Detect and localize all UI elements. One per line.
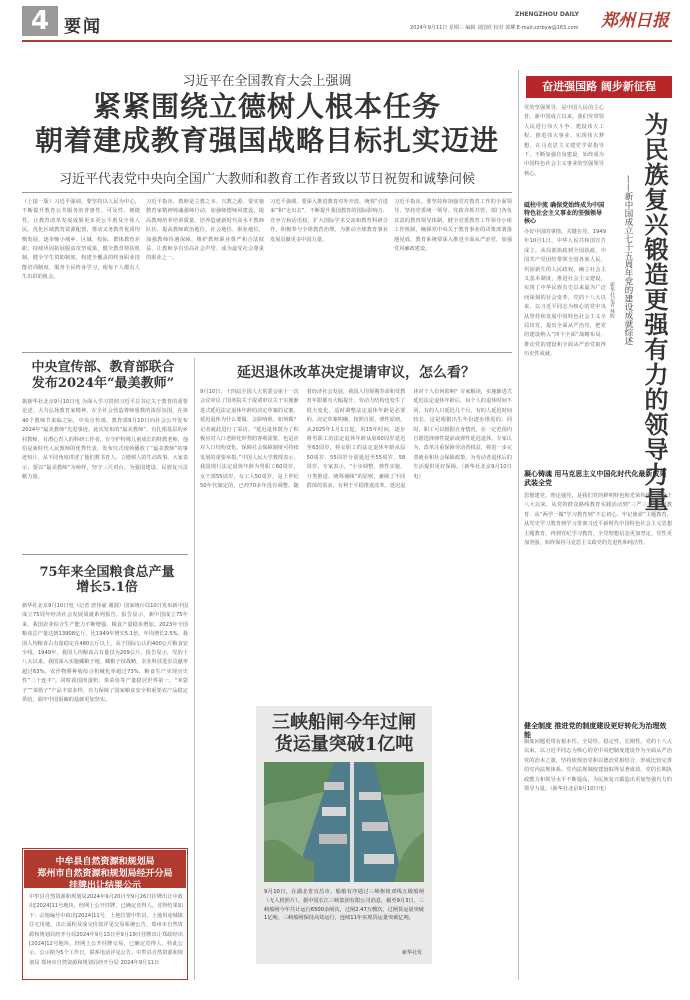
lead-headline	[22, 90, 512, 158]
lead-column-3: 习近平强调，要深入推进教育对外开放，统筹“引进来”和“走出去”，不断提升我国教育的国际影响力、竞争力和话语权，扩大国际学术交流和教育科研合作，积极参与全球教育治理，为推动全球教育事业发展贡献更多中国力量。	[270, 199, 388, 243]
photo-title	[264, 712, 424, 756]
lead-column-4: 习近平指出，要坚持和加强党对教育工作的全面领导，坚持党委统一领导、党政齐抓共管、部门各负其责的教育领导体制，健全党委教育工作领导小组工作机制，确保党中央关于教育事业的决策部署落地见效。教育系统要深入推进全面从严治党，加强党风廉政建设。	[394, 199, 512, 253]
photo-title-line-1: 三峡船闸今年过闸	[272, 712, 416, 733]
teacher-award-rule	[22, 554, 188, 555]
teacher-award-title-line-1: 中央宣传部、教育部联合	[31, 360, 175, 375]
ship-lock-photo-feature	[256, 706, 432, 964]
land-transfer-notice	[22, 848, 188, 980]
feature-vertical-title: 为民族复兴锻造更强有力的领导力量	[640, 112, 669, 512]
feature-text-1: 办好中国的事情，关键在党。1949年10月1日，中华人民共和国宣告成立。从局部执政到全国执政，中国共产党团结带领全国各族人民，巩固新生的人民政权，确立社会主义基本制度，推进社会主义建设，实现了中华民族有史以来最为广泛而深刻的社会变革。党的十八大以来，以习近平同志为核心的党中央从坚持和发展中国特色社会主义全局出发，提出全面从严治党，把党的建设纳入“四个全面”战略布局，推动党的建设和全面从严治党取得历史性成就。	[524, 229, 606, 358]
photo-caption: 9月10日，在湖北省宜昌市，船舶有序通过三峡枢纽双线五级船闸（无人机照片）。据中国长江三峡集团有限公司消息，截至9月3日，三峡船闸今年共计运行6500余闸次，过闸2.47万艘次，过闸货运量突破1亿吨。三峡船闸保持高效运行，连续11年实现货运量突破亿吨。	[264, 889, 424, 922]
feature-byline: 新华社记者 林晖	[609, 282, 615, 319]
lead-bottom-rule	[22, 352, 512, 353]
feature-subheading-1: 砥柱中流 确保党始终成为中国特色社会主义事业的坚强领导核心	[524, 202, 605, 225]
photo-credit: 新华社发	[401, 950, 422, 956]
grain-title-line-1: 75年来全国粮食总产量	[39, 565, 175, 580]
right-column-separator	[518, 70, 519, 980]
notice-title-line-1: 中牟县自然资源和规划局	[55, 857, 155, 867]
column-separator-left	[194, 358, 195, 980]
lead-headline-line-2: 朝着建成教育强国战略目标扎实迈进	[34, 124, 499, 157]
page-number: 4	[22, 6, 58, 36]
section-name: 要闻	[64, 17, 102, 37]
grain-body: 新华社北京9月10日电（记者 唐伟豪 谢圆）国家统计局10日发布新中国成立75周年经济社会发展成就系列报告。报告显示，新中国成立75年来，我国农业综合生产能力不断增强，粮食产量稳步增加。2023年全国粮食总产量达到13908亿斤，比1949年增长5.1倍，年均增长2.5%。我国人均粮食占有量稳定在480公斤以上，高于国际公认的400公斤粮食安全线。1949年，我国人均粮食占有量仅为209公斤。报告显示，党的十八大以来，我国深入实施藏粮于地、藏粮于技战略，农业科技进步贡献率超过63%，农作物耕种收综合机械化率超过73%，粮食生产实现历史性“二十连丰”。同时我国肉蛋奶、果菜鱼等产量稳居世界第一，“米袋子”“菜篮子”产品丰富多样，有力保障了国家粮食安全和重要农产品稳定供给，端牢中国饭碗的基础更加坚实。	[22, 603, 188, 704]
retirement-body: 9月10日，十四届全国人大常委会第十一次会议审议了国务院关于提请审议关于实施渐进式延迟法定退休年龄的决定草案的议案。延迟退休为什么要做、会影响谁、如何做？记者就此进行了采访。“延迟退休既为了积极应对人口老龄化形势的客观需要，也是应对人口结构变化、保障社会保障制度可持续发展的重要举措。”中国人民大学教授表示。我国现行法定退休年龄为男职工60周岁，女干部55周岁，女工人50周岁，是上世纪50年代制定的，已经70多年没有调整。随着经济社会发展，我国人均预期寿命和受教育年限都有大幅提升，劳动力结构也发生了很大变化，适时调整法定退休年龄是必要的。决定草案明确，按照自愿、弹性原则，从2025年1月1日起，用15年时间，逐步将男职工的法定退休年龄从原60周岁延迟至63周岁，将女职工的法定退休年龄从原50周岁、55周岁分别延迟至55周岁、58周岁。专家表示，“小步调整、弹性实施、分类推进、统筹兼顾”的原则，兼顾了不同群体的需求，有利于平稳推进改革。延迟退休对个人有何影响？专家解读，实施渐进式延迟法定退休年龄后，每个人的退休时间不同，有的人只延迟几个月，有的人延迟时间较长，这是根据出生年份逐步推进的。同时，职工可以根据自身情况，在一定范围内自愿选择弹性提前或弹性延迟退休。专家认为，改革注重保障劳动者权益，将进一步完善就业和社会保障政策，为劳动者退休后的生活提供更好保障。（新华社北京9月10日电）	[200, 389, 512, 490]
svg-text:郑州日报: 郑州日报	[601, 11, 669, 31]
photo-title-line-2: 货运量突破1亿吨	[274, 734, 414, 755]
grain-title	[26, 565, 188, 595]
retirement-title: 延迟退休改革决定提请审议，怎么看？	[237, 365, 475, 381]
paper-logo	[595, 5, 675, 33]
feature-subheading-3: 健全制度 推进党的制度建设更好转化为治理效能	[524, 722, 667, 739]
paper-english-name: ZHENGZHOU DAILY	[515, 11, 579, 18]
notice-title-line-2: 郑州市自然资源和规划局经开分局	[37, 869, 173, 879]
notice-title	[24, 850, 186, 891]
grain-title-line-2: 增长5.1倍	[76, 580, 138, 595]
feature-lead-text: 党的坚强领导，是中国人民的主心骨。新中国成立以来，我们党带领人民进行伟大斗争、建设伟大工程、推进伟大事业、实现伟大梦想，在马克思主义建党学说指导下，不断加强自身建设，始终成为中国特色社会主义事业的坚强领导核心。	[524, 105, 604, 177]
notice-body: 中牟县自然资源和规划局2024年9月20日至9月26日挂牌出让中政出[2024]11号地块，经网上公开挂牌，已确定竞得人。竞得结果如下：宗地编号中政出[2024]11号，土地位置中牟县，土地用途城镇住宅用地，出让面积及成交价款详见交易系统公告。郑州市自然资源和规划局经开分局2024年9月13日至9月19日挂牌出让郑政经出[2024]12号地块，经网上公开挂牌交易，已确定竞得人。特此公示。公示期为5个工作日，联系电话详见公告。中牟县自然资源和规划局 郑州市自然资源和规划局经开分局 2024年9月11日	[29, 894, 183, 966]
feature-text-2: 思想建党、理论强党，是我们党的鲜明特色和光荣传统。党的十八大以来，从党的群众路线教育实践活动到“三严三实”专题教育，从“两学一做”学习教育到“不忘初心、牢记使命”主题教育，从党史学习教育到学习贯彻习近平新时代中国特色社会主义思想主题教育，再到党纪学习教育，全党理想信念更加坚定、党性更加坚强，始终保持马克思主义政党的先进性和纯洁性。	[524, 493, 672, 547]
teacher-award-title	[22, 360, 184, 392]
lead-column-2: 习近平指出，教师是立教之本、兴教之源。要实施教育家精神铸魂强师行动，加强师德师风建设，提高教师培养培训质量，培养造就新时代高水平教师队伍。提高教师政治地位、社会地位、职业地位，加强教师待遇保障，维护教师职业尊严和合法权益，让教师享有崇高社会声望、成为最受社会尊重的职业之一。	[146, 199, 264, 262]
lead-column-1: （上接一版）习近平强调，要坚持以人民为中心，不断提升教育公共服务的普惠性、可及性、便捷性，让教育改革发展成果更多更公平惠及全体人民。优化区域教育资源配置，推动义务教育优质均衡发展，逐步缩小城乡、区域、校际、群体教育差距。持续巩固拓展脱贫攻坚成果，健全教育帮扶机制。健全学生资助制度，构建全覆盖的终身职业技能培训制度，服务全民终身学习，使每个人都有人生出彩的机会。	[22, 199, 140, 281]
lead-subhead: 习近平代表党中央向全国广大教师和教育工作者致以节日祝贺和诚挚问候	[58, 172, 475, 187]
ship-lock-photo	[264, 762, 424, 882]
teacher-award-title-line-2: 发布2024年“最美教师”	[31, 376, 175, 391]
lead-headline-line-1: 紧紧围绕立德树人根本任务	[92, 90, 441, 123]
feature-text-3: 制度问题更带有根本性、全局性、稳定性、长期性。党的十八大以来，以习近平同志为核心的党中央把制度建设作为全面从严治党的治本之策，坚持依规治党和以德治党相结合，形成比较完善的党内法规体系。党内法规制度建设取得显著成效，党的长期执政能力和领导水平不断提高，为民族复兴锻造出更加坚强有力的领导力量。（新华社北京9月10日电）	[524, 739, 672, 793]
feature-subheading-2: 凝心铸魂 用马克思主义中国化时代化最新成果武装全党	[524, 470, 667, 487]
header-rule	[22, 40, 672, 42]
lead-kicker: 习近平在全国教育大会上强调	[182, 74, 352, 89]
issue-info: 2024年9月11日 星期三 编辑 刘国欣 校对 郭柳 E-mail:zzrbyw@163.com	[410, 25, 579, 31]
teacher-award-body: 据新华社北京9月10日电 为深入学习贯彻习近平总书记关于教育的重要论述，大力弘扬教育家精神，在全社会营造尊师重教的浓厚氛围，在第40个教师节来临之际，中央宣传部、教育部9月10日向社会公开发布2024年“最美教师”先进事迹。此次发布的“最美教师”，有扎根基层的乡村教师，有潜心育人的科研工作者，有守护特殊儿童成长的特教老师，他们是新时代人民教师的优秀代表。发布仪式现场播放了“最美教师”的事迹短片，从不同角度讲述了他们教书育人、立德树人的生动故事。大家表示，要以“最美教师”为榜样，坚守三尺讲台，为强国建设、民族复兴贡献力量。	[22, 399, 188, 481]
lead-rule	[22, 192, 512, 193]
series-banner: 奋进强国路 阔步新征程	[526, 76, 672, 98]
notice-title-line-3: 挂牌出让结果公示	[68, 881, 141, 891]
newspaper-header	[0, 0, 690, 44]
feature-vertical-subtitle: ——新中国成立七十五周年党的建设成就综述	[623, 175, 633, 345]
